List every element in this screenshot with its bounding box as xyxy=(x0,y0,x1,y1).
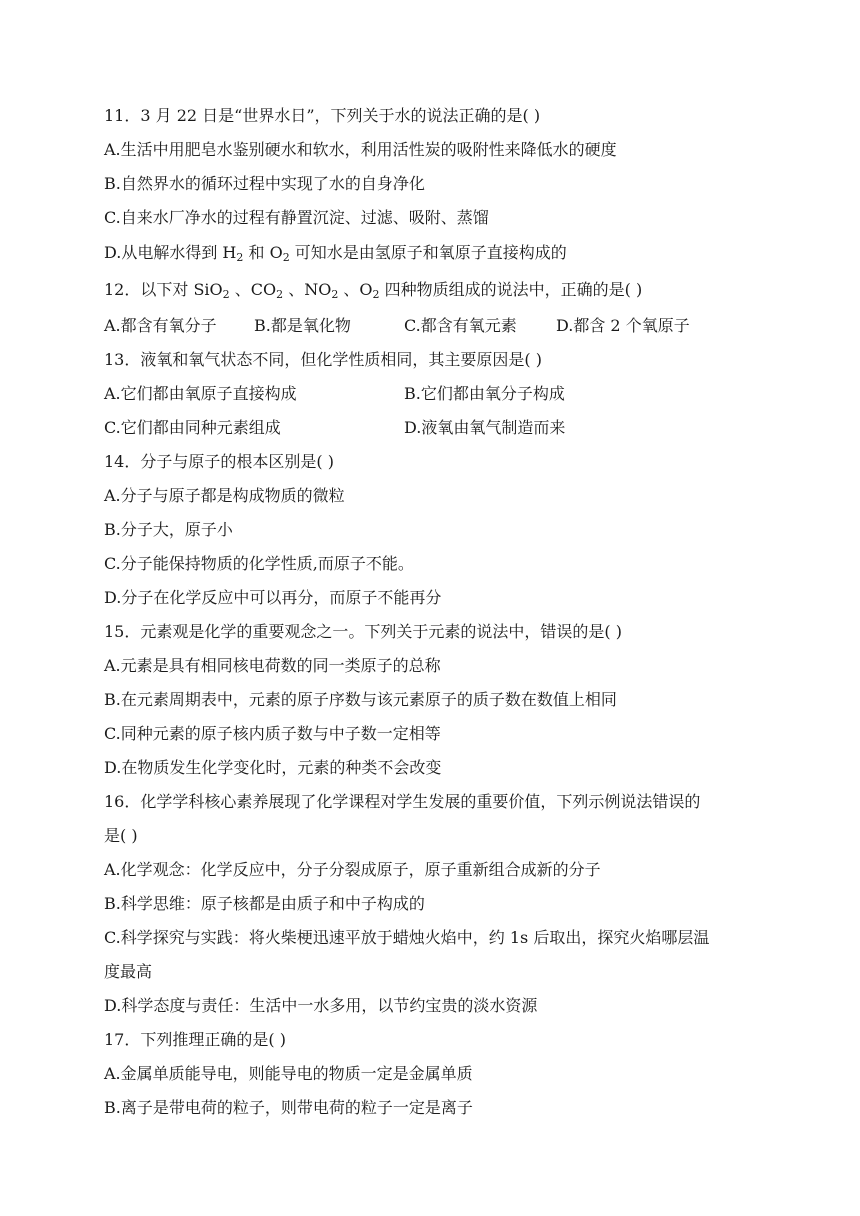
q12-stem-text-1: 12．以下对 SiO xyxy=(104,280,223,299)
q16-option-d: D.科学态度与责任：生活中一水多用，以节约宝贵的淡水资源 xyxy=(104,996,538,1015)
q12-option-d: D.都含 2 个氧原子 xyxy=(556,316,690,335)
q14-option-a: A.分子与原子都是构成物质的微粒 xyxy=(104,486,345,505)
q12-option-b: B.都是氧化物 xyxy=(254,316,351,335)
q16-option-a: A.化学观念：化学反应中，分子分裂成原子，原子重新组合成新的分子 xyxy=(104,860,601,879)
q11-d-text-1: D.从电解水得到 H xyxy=(104,243,237,262)
q14-option-d: D.分子在化学反应中可以再分，而原子不能再分 xyxy=(104,588,442,607)
q17-stem: 17．下列推理正确的是( ) xyxy=(104,1030,286,1049)
q15-stem: 15．元素观是化学的重要观念之一。下列关于元素的说法中，错误的是( ) xyxy=(104,622,622,641)
q13-option-b: B.它们都由氧分子构成 xyxy=(404,384,565,403)
q11-d-subscript-2: 2 xyxy=(282,251,290,264)
q17-option-a: A.金属单质能导电，则能导电的物质一定是金属单质 xyxy=(104,1064,473,1083)
q12-stem-text-4: 、O xyxy=(338,280,373,299)
q13-stem: 13．液氧和氧气状态不同，但化学性质相同，其主要原因是( ) xyxy=(104,350,542,369)
q11-option-b: B.自然界水的循环过程中实现了水的自身净化 xyxy=(104,174,425,193)
q16-option-c-line-2: 度最高 xyxy=(104,962,153,981)
q12-stem-sub-3: 2 xyxy=(331,288,339,301)
q12-stem-text-2: 、CO xyxy=(229,280,277,299)
q13-option-c: C.它们都由同种元素组成 xyxy=(104,418,281,437)
q16-option-b: B.科学思维：原子核都是由质子和中子构成的 xyxy=(104,894,425,913)
q14-stem: 14．分子与原子的根本区别是( ) xyxy=(104,452,334,471)
q14-option-b: B.分子大，原子小 xyxy=(104,520,233,539)
q11-stem: 11．3 月 22 日是“世界水日”，下列关于水的说法正确的是( ) xyxy=(104,106,541,125)
q15-option-d: D.在物质发生化学变化时，元素的种类不会改变 xyxy=(104,758,442,777)
q12-option-c: C.都含有氧元素 xyxy=(404,316,517,335)
q13-option-a: A.它们都由氧原子直接构成 xyxy=(104,384,297,403)
q11-option-d xyxy=(104,242,567,264)
q11-option-c: C.自来水厂净水的过程有静置沉淀、过滤、吸附、蒸馏 xyxy=(104,208,489,227)
q12-stem-sub-4: 2 xyxy=(372,288,380,301)
q14-option-c: C.分子能保持物质的化学性质,而原子不能。 xyxy=(104,554,414,573)
q15-option-a: A.元素是具有相同核电荷数的同一类原子的总称 xyxy=(104,656,441,675)
q16-stem-line-1: 16．化学学科核心素养展现了化学课程对学生发展的重要价值，下列示例说法错误的 xyxy=(104,792,701,811)
q11-option-a: A.生活中用肥皂水鉴别硬水和软水，利用活性炭的吸附性来降低水的硬度 xyxy=(104,140,617,159)
q17-option-b: B.离子是带电荷的粒子，则带电荷的粒子一定是离子 xyxy=(104,1098,473,1117)
q11-d-text-2: 和 O xyxy=(243,243,283,262)
q13-option-d: D.液氧由氧气制造而来 xyxy=(404,418,566,437)
q12-stem-sub-2: 2 xyxy=(276,288,284,301)
q15-option-c: C.同种元素的原子核内质子数与中子数一定相等 xyxy=(104,724,441,743)
q12-option-a: A.都含有氧分子 xyxy=(104,316,217,335)
q15-option-b: B.在元素周期表中，元素的原子序数与该元素原子的质子数在数值上相同 xyxy=(104,690,617,709)
q12-stem xyxy=(104,279,642,301)
q16-stem-line-2: 是( ) xyxy=(104,826,138,845)
q16-option-c-line-1: C.科学探究与实践：将火柴梗迅速平放于蜡烛火焰中，约 1s 后取出，探究火焰哪层温 xyxy=(104,928,710,947)
q11-d-text-3: 可知水是由氢原子和氧原子直接构成的 xyxy=(289,243,567,262)
q11-d-subscript-1: 2 xyxy=(236,251,244,264)
q12-stem-text-3: 、NO xyxy=(283,280,332,299)
q12-stem-text-5: 四种物质组成的说法中，正确的是( ) xyxy=(379,280,643,299)
q12-stem-sub-1: 2 xyxy=(222,288,230,301)
